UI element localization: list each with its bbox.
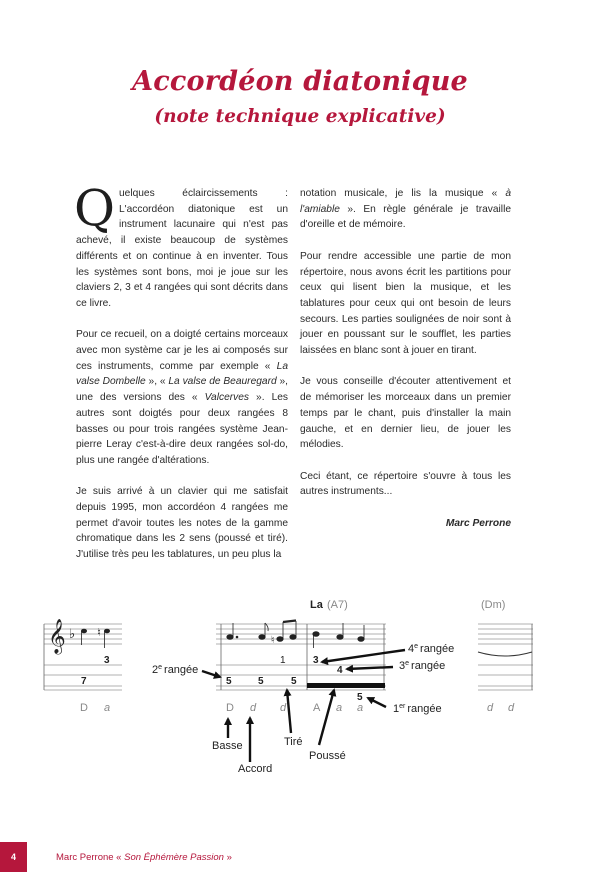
footer-book-title: Son Éphémère Passion bbox=[124, 852, 224, 863]
bass-letter: a bbox=[357, 702, 364, 714]
tab-number: 3 bbox=[313, 655, 319, 666]
natural-icon: ♮ bbox=[271, 635, 275, 646]
label-row-1: 1er rangée bbox=[393, 703, 442, 715]
drop-cap: Q bbox=[74, 179, 115, 237]
tune-title: Valcerves bbox=[204, 392, 249, 404]
note bbox=[81, 629, 87, 645]
emphasis: à l'amiable bbox=[300, 188, 511, 215]
bass-letter: d bbox=[508, 702, 515, 714]
bass-letter: d bbox=[250, 702, 257, 714]
tune-title: La valse Dombelle bbox=[76, 360, 288, 388]
bass-letter: D bbox=[80, 702, 88, 714]
signature: Marc Perrone bbox=[445, 517, 511, 529]
label-row-4: 4e rangée bbox=[408, 643, 455, 655]
page-subtitle: (note technique explicative) bbox=[154, 106, 446, 127]
tablature-diagram bbox=[0, 590, 600, 800]
footer-close: » bbox=[223, 852, 232, 863]
sharp-icon: ♮ bbox=[97, 626, 101, 639]
label-accord: Accord bbox=[238, 763, 273, 775]
staff-right bbox=[478, 624, 533, 690]
label-row-3: 3e rangée bbox=[399, 660, 446, 672]
right-column bbox=[300, 186, 511, 547]
text: ». Les autres sont doigtés pour deux rangées 8 basses ou pour trois rangées système Jean-pierre Leray c'est-à-dire deux rangées sol-do, plus une rangée d'altérations. bbox=[76, 392, 288, 466]
tab-number: 3 bbox=[104, 655, 110, 666]
footer-credit bbox=[56, 852, 232, 863]
paragraph-conseil: Je vous conseille d'écouter attentivement et de mémoriser les morceaux dans un premier temps par le chant, puis d'installer la main gauche, et en dernier lieu, de jouer les mélodies. bbox=[300, 376, 511, 451]
text: notation musicale, je lis la musique « bbox=[300, 188, 506, 199]
bass-letter: a bbox=[336, 702, 343, 714]
label-row-2: 2e rangée bbox=[152, 664, 199, 676]
bass-letter: d bbox=[280, 702, 287, 714]
tab-number: 1 bbox=[280, 655, 286, 666]
text: Pour ce recueil, on a doigté certains morceaux avec mon système car je les ai composés sur ces instruments, comme par exemple « bbox=[76, 329, 288, 372]
text: », une des versions des « bbox=[76, 376, 288, 404]
tab-number: 7 bbox=[81, 676, 87, 687]
tab-number: 5 bbox=[291, 676, 297, 687]
paragraph-ceci: Ceci étant, ce répertoire s'ouvre à tous les autres instruments... bbox=[300, 470, 511, 498]
page-number: 4 bbox=[0, 842, 27, 872]
tab-number: 5 bbox=[357, 692, 363, 703]
note bbox=[104, 629, 110, 648]
footer-author: Marc Perrone « bbox=[56, 852, 125, 863]
label-basse: Basse bbox=[212, 740, 243, 752]
left-column bbox=[74, 179, 288, 579]
push-bar bbox=[307, 683, 385, 688]
bass-letter: d bbox=[487, 702, 494, 714]
flat-icon: ♭ bbox=[69, 627, 76, 642]
bass-letter: a bbox=[104, 702, 111, 714]
chord-name: La bbox=[310, 599, 323, 611]
text: ». En règle générale je travaille d'oreille et de mémoire. bbox=[300, 203, 511, 231]
label-tire: Tiré bbox=[284, 736, 303, 748]
bass-letter: D bbox=[226, 702, 234, 714]
bass-letter: A bbox=[313, 702, 321, 714]
tab-number: 5 bbox=[258, 676, 264, 687]
tab-number: 4 bbox=[337, 665, 343, 676]
paragraph-recueil bbox=[76, 327, 288, 468]
paragraph-clavier: Je suis arrivé à un clavier qui me satisfait depuis 1995, mon accordéon 4 rangées me permet d'avoir toutes les notes de la gamme chromatique dans les 2 sens (poussé et tiré). J'utilise très peu les tablatures, un peu plus la bbox=[76, 486, 288, 561]
paragraph-intro-text: uelques éclaircissements : L'accordéon diatonique est un instrument lacunaire qui n'est pas achevé, il existe beaucoup de systèmes différents et on continue à en inventer. Tous les systèmes sont bons, moi je joue sur les claviers 2, 3 et 4 rangées qui sont décrits dans ce livre. bbox=[76, 188, 288, 309]
label-pousse: Poussé bbox=[309, 750, 346, 762]
paragraph-notation bbox=[300, 186, 511, 233]
text: », « bbox=[145, 376, 169, 388]
tune-title: La valse de Beauregard bbox=[168, 376, 277, 388]
chord-name: (Dm) bbox=[481, 599, 506, 611]
chord-alt: (A7) bbox=[327, 599, 348, 611]
treble-clef-icon: 𝄞 bbox=[48, 619, 66, 654]
paragraph-repertoire: Pour rendre accessible une partie de mon répertoire, nous avons écrit les partitions pour ceux qui lisent bien la musique, et les tablatures pour ceux qui ont besoin de leurs secours. Les parties soulignées de noir sont à jouer en poussant sur le soufflet, les parties laissées en blanc sont à jouer en tirant. bbox=[300, 250, 511, 357]
paragraph-intro bbox=[74, 179, 288, 312]
page-title: Accordéon diatonique bbox=[132, 66, 468, 97]
tab-number: 5 bbox=[226, 676, 232, 687]
